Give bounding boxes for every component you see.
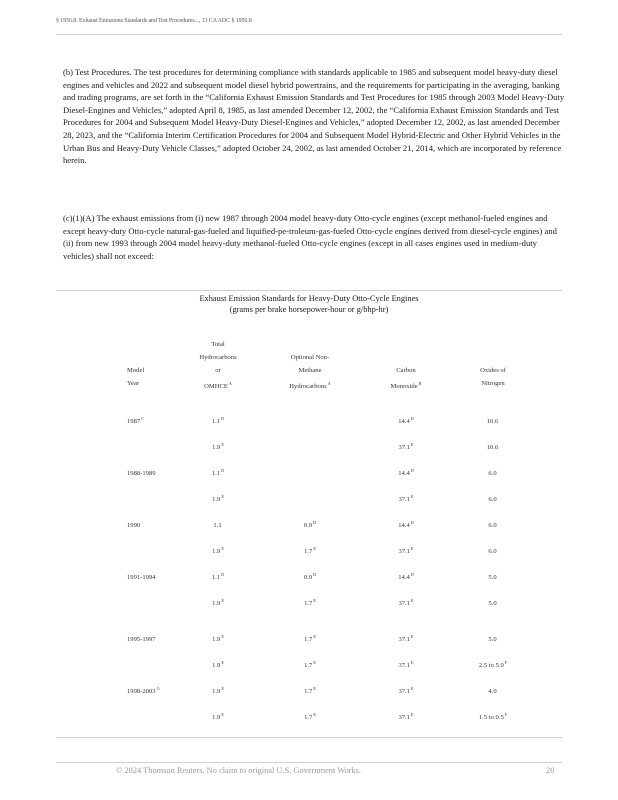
cell-oxides-of-nitrogen-value: 5.0 [488,574,497,581]
cell-carbon-monoxide [358,634,454,643]
cell-oxides-of-nitrogen-value: 6.0 [488,470,497,477]
cell-total-hydrocarbons-value: 1.9 [212,714,221,721]
cell-oxides-of-nitrogen-value: 1.5 to 0.5 [478,714,504,721]
cell-total-hydrocarbons [170,468,266,477]
cell-carbon-monoxide [358,598,454,607]
cell-carbon-monoxide-value: 14.4 [398,522,410,529]
cell-oxides-of-nitrogen-value: 6.0 [488,496,497,503]
cell-nonmethane-hydrocarbons [262,572,358,581]
cell-model-year [127,494,128,503]
cell-total-hydrocarbons-footnote: E [221,442,224,447]
cell-model-year [127,442,128,451]
cell-total-hydrocarbons-value: 1.1 [211,418,221,425]
cell-nonmethane-hydrocarbons-footnote: E [313,686,316,691]
cell-nonmethane-hydrocarbons-value: 1.7 [304,548,313,555]
cell-carbon-monoxide [358,712,454,721]
cell-oxides-of-nitrogen-value: 6.0 [488,522,497,529]
cell-total-hydrocarbons-footnote: E [221,598,224,603]
cell-oxides-of-nitrogen-value: 6.0 [488,548,497,555]
cell-total-hydrocarbons-value: 1.9 [212,548,221,555]
cell-carbon-monoxide [358,468,454,477]
table-subtitle: (grams per brake horsepower-hour or g/bhp-hr) [229,305,389,314]
cell-carbon-monoxide-footnote: E [410,660,414,665]
cell-carbon-monoxide-value: 37.1 [398,636,410,643]
header-thc-line2: Hydrocarbons [199,354,237,361]
cell-carbon-monoxide-footnote: E [410,442,414,447]
cell-carbon-monoxide [358,546,454,555]
cell-oxides-of-nitrogen [445,520,541,529]
cell-oxides-of-nitrogen-footnote: F [504,712,508,717]
cell-carbon-monoxide [358,686,454,695]
cell-total-hydrocarbons [170,572,266,581]
cell-carbon-monoxide-footnote: D [410,572,414,577]
cell-oxides-of-nitrogen [445,572,541,581]
table-title: Exhaust Emission Standards for Heavy-Duty Otto-Cycle Engines [199,294,419,303]
cell-model-year [127,468,157,477]
header-co-text: Monoxide [390,383,418,390]
cell-oxides-of-nitrogen [445,546,541,555]
cell-carbon-monoxide [358,520,454,529]
cell-model-year-value: 1998-2003 [127,688,156,695]
cell-model-year-value: 1990 [127,522,141,529]
cell-nonmethane-hydrocarbons [262,468,358,477]
cell-total-hydrocarbons-footnote: D [221,416,225,421]
paragraph-b-test-procedures: (b) Test Procedures. The test procedures for determining compliance with standards applicable to 1985 and subsequent model heavy-duty diesel engines and vehicles and 2022 and subsequent model diesel hybrid powertrains, and the requirements for participating in the averaging, banking and trading programs, are set forth in the “California Exhaust Emission Standards and Test Procedures for 1985 through 2003 Model Heavy-Duty Diesel-Engines and Vehicles,” adopted April 8, 1985, as last amended December 12, 2002, the “California Exhaust Emission Standards and Test Procedures for 2004 and Subsequent Model Heavy-Duty Diesel-Engines and Vehicles,” adopted December 12, 2002, as last amended December 28, 2023, and the “California Interim Certification Procedures for 2004 and Subsequent Model Hybrid-Electric and Other Hybrid Vehicles in the Urban Bus and Heavy-Duty Vehicle Classes,” adopted October 24, 2002, as last amended October 21, 2014, which are incorporated by reference herein. [63,67,565,166]
header-nmhc-text: Hydrocarbons [289,383,327,390]
cell-carbon-monoxide [358,572,454,581]
cell-total-hydrocarbons [170,634,266,643]
header-thc-line1: Total [211,341,225,348]
cell-carbon-monoxide-value: 37.1 [398,444,410,451]
cell-model-year-footnote: C [141,416,144,421]
cell-total-hydrocarbons-footnote: E [221,660,224,665]
cell-model-year [127,686,160,695]
running-header: § 1956.8. Exhaust Emissions Standards and Test Procedures..., 13 CA ADC § 1956.8 [56,18,252,24]
cell-oxides-of-nitrogen [445,494,541,503]
cell-nonmethane-hydrocarbons-footnote: E [313,712,316,717]
cell-carbon-monoxide-value: 14.4 [398,418,410,425]
cell-oxides-of-nitrogen-value: 10.6 [486,418,499,425]
cell-model-year-value: 1988-1989 [127,470,156,477]
cell-nonmethane-hydrocarbons-footnote: D [313,572,317,577]
header-nox-line1: Oxides of [480,367,506,374]
cell-total-hydrocarbons [170,442,266,451]
header-nmhc-line1: Optional Non- [290,354,330,361]
cell-total-hydrocarbons-value: 1.1 [211,574,221,581]
cell-nonmethane-hydrocarbons-footnote: E [313,546,316,551]
cell-oxides-of-nitrogen-value: 5.0 [488,636,497,643]
cell-nonmethane-hydrocarbons [262,546,358,555]
cell-model-year [127,520,141,529]
cell-carbon-monoxide-value: 37.1 [398,662,410,669]
header-nmhc-line3 [262,377,358,393]
cell-carbon-monoxide-value: 37.1 [398,600,410,607]
footer-rule-2 [56,762,562,763]
header-model-year-line1: Model [127,367,145,374]
cell-total-hydrocarbons [170,520,266,529]
cell-nonmethane-hydrocarbons-value: 0.9 [303,522,313,529]
header-thc-line4 [170,377,266,393]
cell-nonmethane-hydrocarbons [262,442,358,451]
cell-model-year [127,546,128,555]
cell-total-hydrocarbons-value: 1.9 [212,662,221,669]
cell-carbon-monoxide [358,660,454,669]
table-top-rule [56,290,562,291]
cell-oxides-of-nitrogen-value: 5.0 [488,600,497,607]
cell-total-hydrocarbons [170,416,266,425]
cell-oxides-of-nitrogen [445,660,541,669]
cell-total-hydrocarbons [170,712,266,721]
cell-nonmethane-hydrocarbons [262,634,358,643]
cell-model-year-value: 1995-1997 [127,636,156,643]
cell-carbon-monoxide-value: 14.4 [398,574,410,581]
cell-model-year [127,660,128,669]
paragraph-c1a-exhaust-emissions: (c)(1)(A) The exhaust emissions from (i) new 1987 through 2004 model heavy-duty Otto-cycle engines (except methanol-fueled engines and except heavy-duty Otto-cycle natural-gas-fueled and liquified-pe-troleum-gas-fueled Otto-cycle engines derived from diesel-cycle engines) and (ii) from new 1993 through 2004 model heavy-duty methanol-fueled Otto-cycle engines (except in all cases engines used in medium-duty vehicles) shall not exceed: [63,213,557,261]
cell-total-hydrocarbons [170,546,266,555]
cell-carbon-monoxide-footnote: E [410,494,414,499]
cell-oxides-of-nitrogen [445,416,541,425]
cell-oxides-of-nitrogen [445,686,541,695]
header-rule [56,34,562,35]
cell-oxides-of-nitrogen-footnote: F [504,660,508,665]
cell-nonmethane-hydrocarbons-value: 1.7 [304,600,313,607]
header-model-year-line2: Year [127,380,140,387]
cell-total-hydrocarbons [170,598,266,607]
cell-nonmethane-hydrocarbons [262,416,358,425]
cell-carbon-monoxide-value: 37.1 [398,496,410,503]
cell-oxides-of-nitrogen-value: 10.6 [486,444,499,451]
header-co-footnote: B [418,381,422,386]
cell-nonmethane-hydrocarbons-footnote: E [313,660,316,665]
cell-total-hydrocarbons-footnote: E [221,686,224,691]
header-co-line2 [358,377,454,393]
cell-nonmethane-hydrocarbons [262,494,358,503]
cell-carbon-monoxide-footnote: D [410,416,414,421]
cell-carbon-monoxide-footnote: E [410,634,414,639]
header-thc-text: OMHCE [204,383,228,390]
cell-carbon-monoxide-footnote: E [410,712,414,717]
header-nonmethane-hydrocarbons [262,351,358,393]
cell-carbon-monoxide [358,494,454,503]
cell-carbon-monoxide-footnote: D [410,520,414,525]
cell-nonmethane-hydrocarbons-value: 0.9 [303,574,313,581]
cell-total-hydrocarbons-value: 1.9 [212,688,221,695]
cell-total-hydrocarbons-value: 1.9 [212,496,221,503]
cell-total-hydrocarbons-value: 1.9 [212,636,221,643]
cell-carbon-monoxide-value: 14.4 [398,470,410,477]
cell-total-hydrocarbons-footnote: E [221,712,224,717]
header-thc-line3: or [215,367,221,374]
cell-model-year [127,416,144,425]
cell-oxides-of-nitrogen [445,634,541,643]
cell-nonmethane-hydrocarbons [262,712,358,721]
cell-nonmethane-hydrocarbons [262,520,358,529]
cell-nonmethane-hydrocarbons-value: 1.7 [304,688,313,695]
cell-total-hydrocarbons-footnote: E [221,546,224,551]
header-thc-footnote: A [228,381,232,386]
cell-model-year-footnote: G [156,686,160,691]
header-nmhc-footnote: A [327,381,331,386]
cell-nonmethane-hydrocarbons-value: 1.7 [304,662,313,669]
cell-oxides-of-nitrogen [445,712,541,721]
header-co-line1: Carbon [396,367,416,374]
cell-carbon-monoxide-footnote: E [410,598,414,603]
cell-model-year [127,634,157,643]
cell-nonmethane-hydrocarbons [262,660,358,669]
cell-total-hydrocarbons-value: 1.9 [212,444,221,451]
cell-nonmethane-hydrocarbons-footnote: D [313,520,317,525]
cell-carbon-monoxide-value: 37.1 [398,714,410,721]
header-oxides-of-nitrogen [445,364,541,390]
cell-total-hydrocarbons [170,686,266,695]
cell-model-year [127,712,128,721]
cell-total-hydrocarbons-value: 1.1 [213,522,222,529]
cell-model-year-value: 1991-1994 [127,574,156,581]
cell-oxides-of-nitrogen [445,442,541,451]
footer-copyright: © 2024 Thomson Reuters. No claim to original U.S. Government Works. [116,766,361,775]
cell-carbon-monoxide-footnote: E [410,546,414,551]
cell-nonmethane-hydrocarbons [262,686,358,695]
page-number: 20 [546,766,555,775]
cell-carbon-monoxide-value: 37.1 [398,688,410,695]
cell-carbon-monoxide [358,416,454,425]
cell-total-hydrocarbons-value: 1.1 [211,470,221,477]
cell-model-year [127,598,128,607]
cell-nonmethane-hydrocarbons [262,598,358,607]
cell-carbon-monoxide-footnote: E [410,686,414,691]
cell-carbon-monoxide [358,442,454,451]
cell-carbon-monoxide-footnote: D [410,468,414,473]
cell-oxides-of-nitrogen [445,598,541,607]
cell-total-hydrocarbons-footnote: E [221,494,224,499]
cell-total-hydrocarbons-footnote: D [221,468,225,473]
cell-total-hydrocarbons-footnote: E [221,634,224,639]
cell-nonmethane-hydrocarbons-value: 1.7 [304,636,313,643]
cell-total-hydrocarbons-footnote: D [221,572,225,577]
footer-rule [56,737,562,738]
header-total-hydrocarbons [170,338,266,393]
cell-total-hydrocarbons [170,494,266,503]
cell-nonmethane-hydrocarbons-footnote: E [313,634,316,639]
cell-total-hydrocarbons-value: 1.9 [212,600,221,607]
cell-oxides-of-nitrogen-value: 4.0 [488,688,497,695]
header-nmhc-line2: Methane [298,367,322,374]
cell-total-hydrocarbons [170,660,266,669]
header-nox-line2: Nitrogen [481,380,505,387]
cell-nonmethane-hydrocarbons-value: 1.7 [304,714,313,721]
cell-nonmethane-hydrocarbons-footnote: E [313,598,316,603]
cell-oxides-of-nitrogen [445,468,541,477]
header-carbon-monoxide [358,364,454,393]
cell-model-year [127,572,157,581]
cell-model-year-value: 1987 [127,418,141,425]
cell-carbon-monoxide-value: 37.1 [398,548,410,555]
header-model-year [127,364,144,390]
cell-oxides-of-nitrogen-value: 2.5 to 5.0 [478,662,504,669]
